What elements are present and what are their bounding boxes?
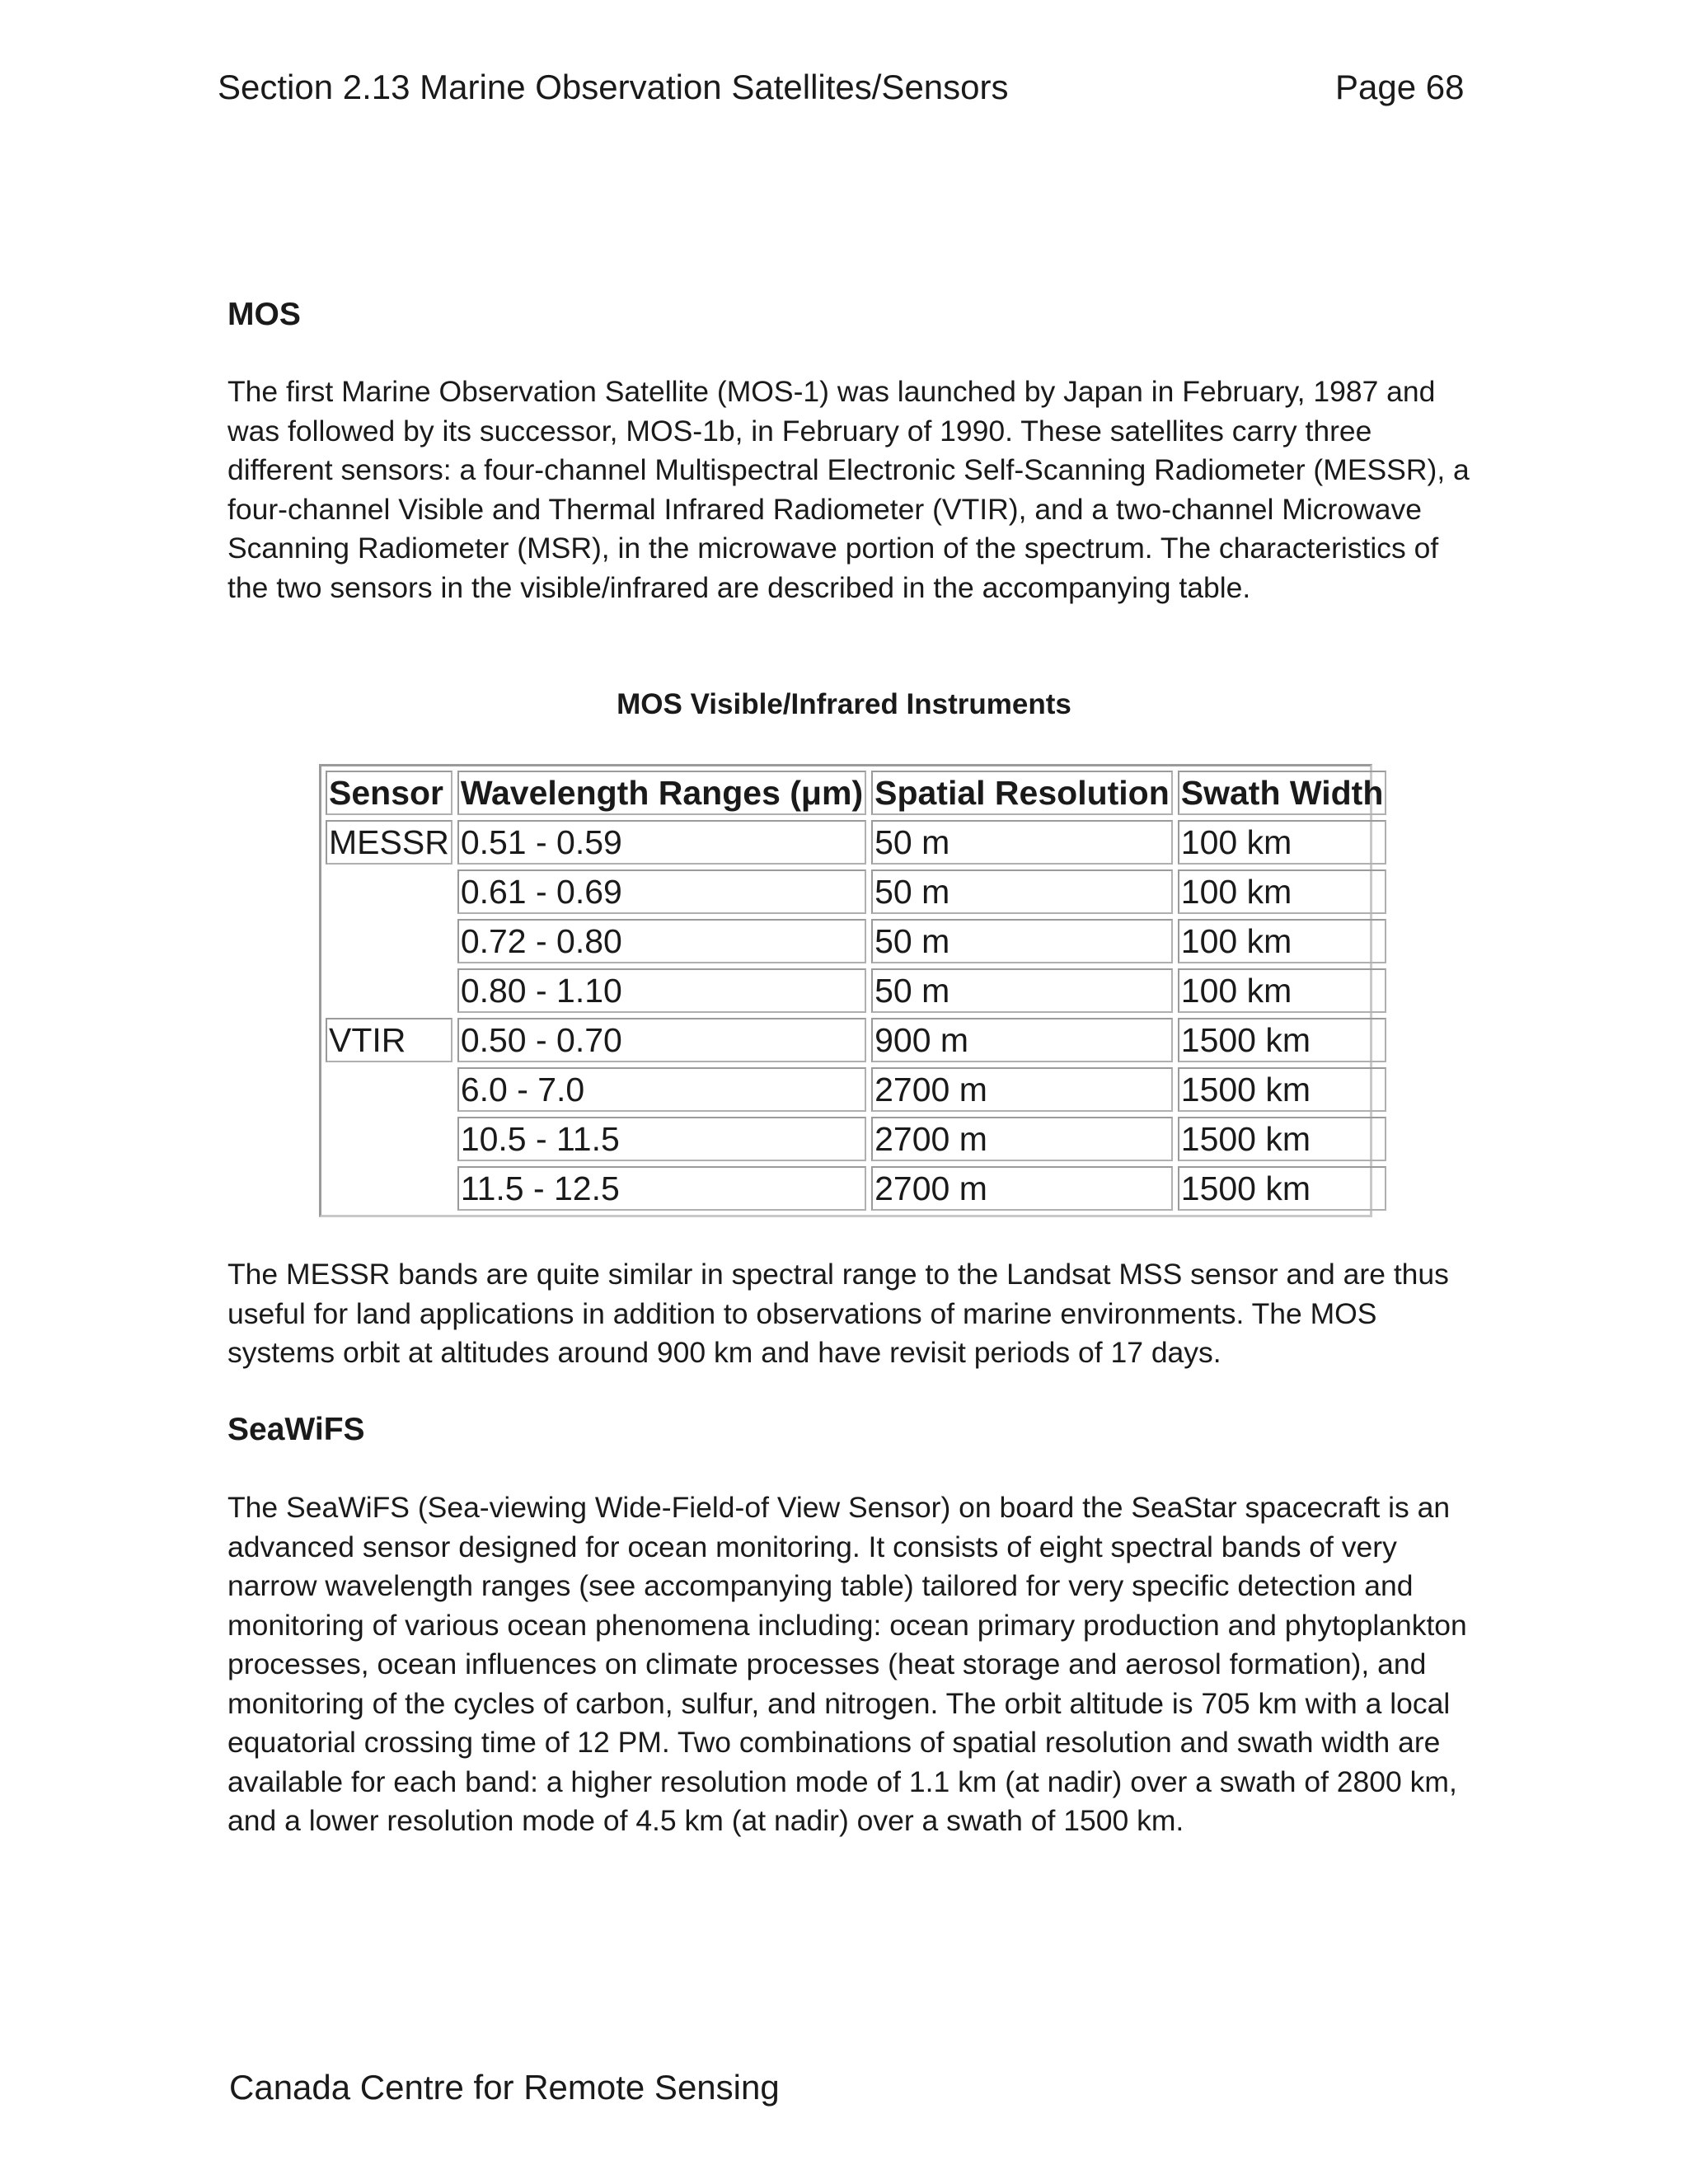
column-header-sensor: Sensor: [326, 771, 452, 815]
cell-swath-width: 100 km: [1178, 869, 1387, 914]
mos-messr-paragraph: The MESSR bands are quite similar in spectral range to the Landsat MSS sensor and are thus useful for land applications in addition to observations of marine environments. The MOS systems orbit at altitudes around 900 km and have revisit periods of 17 days.: [227, 1258, 1449, 1369]
cell-sensor: [326, 1166, 452, 1211]
cell-wavelength: 0.80 - 1.10: [457, 968, 866, 1013]
cell-sensor: [326, 1067, 452, 1112]
cell-wavelength: 0.50 - 0.70: [457, 1018, 866, 1062]
table-header-row: [326, 771, 1386, 815]
cell-spatial-resolution: 50 m: [871, 869, 1173, 914]
cell-swath-width: 100 km: [1178, 968, 1387, 1013]
footer-organization: Canada Centre for Remote Sensing: [229, 2068, 780, 2107]
cell-swath-width: 1500 km: [1178, 1067, 1387, 1112]
mos-instruments-table: [319, 764, 1384, 1217]
mos-intro-paragraph: The first Marine Observation Satellite (MOS-1) was launched by Japan in February, 1987 and was followed by its successor, MOS-1b, in February of 1990. These satellites carry three different sensors: a four-channel Multispectral Electronic Self-Scanning Radiometer (MESSR), a four-channel Visible and Thermal Infrared Radiometer (VTIR), and a two-channel Microwave Scanning Radiometer (MSR), in the microwave portion of the spectrum. The characteristics of the two sensors in the visible/infrared are described in the accompanying table.: [227, 375, 1470, 604]
seawifs-paragraph: The SeaWiFS (Sea-viewing Wide-Field-of View Sensor) on board the SeaStar spacecraft is an advanced sensor designed for ocean monitoring. It consists of eight spectral bands of very narrow wavelength ranges (see accompanying table) tailored for very specific detection and monitoring of various ocean phenomena including: ocean primary production and phytoplankton processes, ocean influences on climate processes (heat storage and aerosol formation), and monitoring of the cycles of carbon, sulfur, and nitrogen. The orbit altitude is 705 km with a local equatorial crossing time of 12 PM. Two combinations of spatial resolution and swath width are available for each band: a higher resolution mode of 1.1 km (at nadir) over a swath of 2800 km, and a lower resolution mode of 4.5 km (at nadir) over a swath of 1500 km.: [227, 1491, 1467, 1837]
cell-wavelength: 0.72 - 0.80: [457, 919, 866, 963]
seawifs-heading: SeaWiFS: [227, 1412, 365, 1447]
table-row: [326, 1117, 1386, 1161]
table-row: [326, 820, 1386, 865]
cell-wavelength: 0.61 - 0.69: [457, 869, 866, 914]
table-caption: MOS Visible/Infrared Instruments: [617, 688, 1071, 720]
page-number: Page 68: [1335, 68, 1465, 106]
mos-heading: MOS: [227, 297, 301, 332]
cell-wavelength: 10.5 - 11.5: [457, 1117, 866, 1161]
cell-spatial-resolution: 900 m: [871, 1018, 1173, 1062]
column-header-spatial-resolution: Spatial Resolution: [871, 771, 1173, 815]
cell-swath-width: 1500 km: [1178, 1018, 1387, 1062]
cell-sensor: MESSR: [326, 820, 452, 865]
cell-spatial-resolution: 50 m: [871, 820, 1173, 865]
table-row: [326, 869, 1386, 914]
cell-sensor: [326, 869, 452, 914]
table-row: [326, 1067, 1386, 1112]
cell-wavelength: 11.5 - 12.5: [457, 1166, 866, 1211]
cell-spatial-resolution: 50 m: [871, 919, 1173, 963]
cell-swath-width: 1500 km: [1178, 1166, 1387, 1211]
cell-sensor: [326, 1117, 452, 1161]
cell-spatial-resolution: 50 m: [871, 968, 1173, 1013]
table-row: [326, 968, 1386, 1013]
cell-swath-width: 100 km: [1178, 919, 1387, 963]
column-header-wavelength: Wavelength Ranges (μm): [457, 771, 866, 815]
table-row: [326, 919, 1386, 963]
instruments-table-grid: [321, 766, 1391, 1216]
cell-spatial-resolution: 2700 m: [871, 1166, 1173, 1211]
cell-wavelength: 6.0 - 7.0: [457, 1067, 866, 1112]
cell-sensor: VTIR: [326, 1018, 452, 1062]
table-row: [326, 1166, 1386, 1211]
cell-wavelength: 0.51 - 0.59: [457, 820, 866, 865]
cell-sensor: [326, 968, 452, 1013]
table-row: [326, 1018, 1386, 1062]
cell-sensor: [326, 919, 452, 963]
cell-spatial-resolution: 2700 m: [871, 1067, 1173, 1112]
section-title: Section 2.13 Marine Observation Satellites/Sensors: [218, 68, 1009, 106]
cell-swath-width: 100 km: [1178, 820, 1387, 865]
cell-swath-width: 1500 km: [1178, 1117, 1387, 1161]
column-header-swath-width: Swath Width: [1178, 771, 1387, 815]
cell-spatial-resolution: 2700 m: [871, 1117, 1173, 1161]
